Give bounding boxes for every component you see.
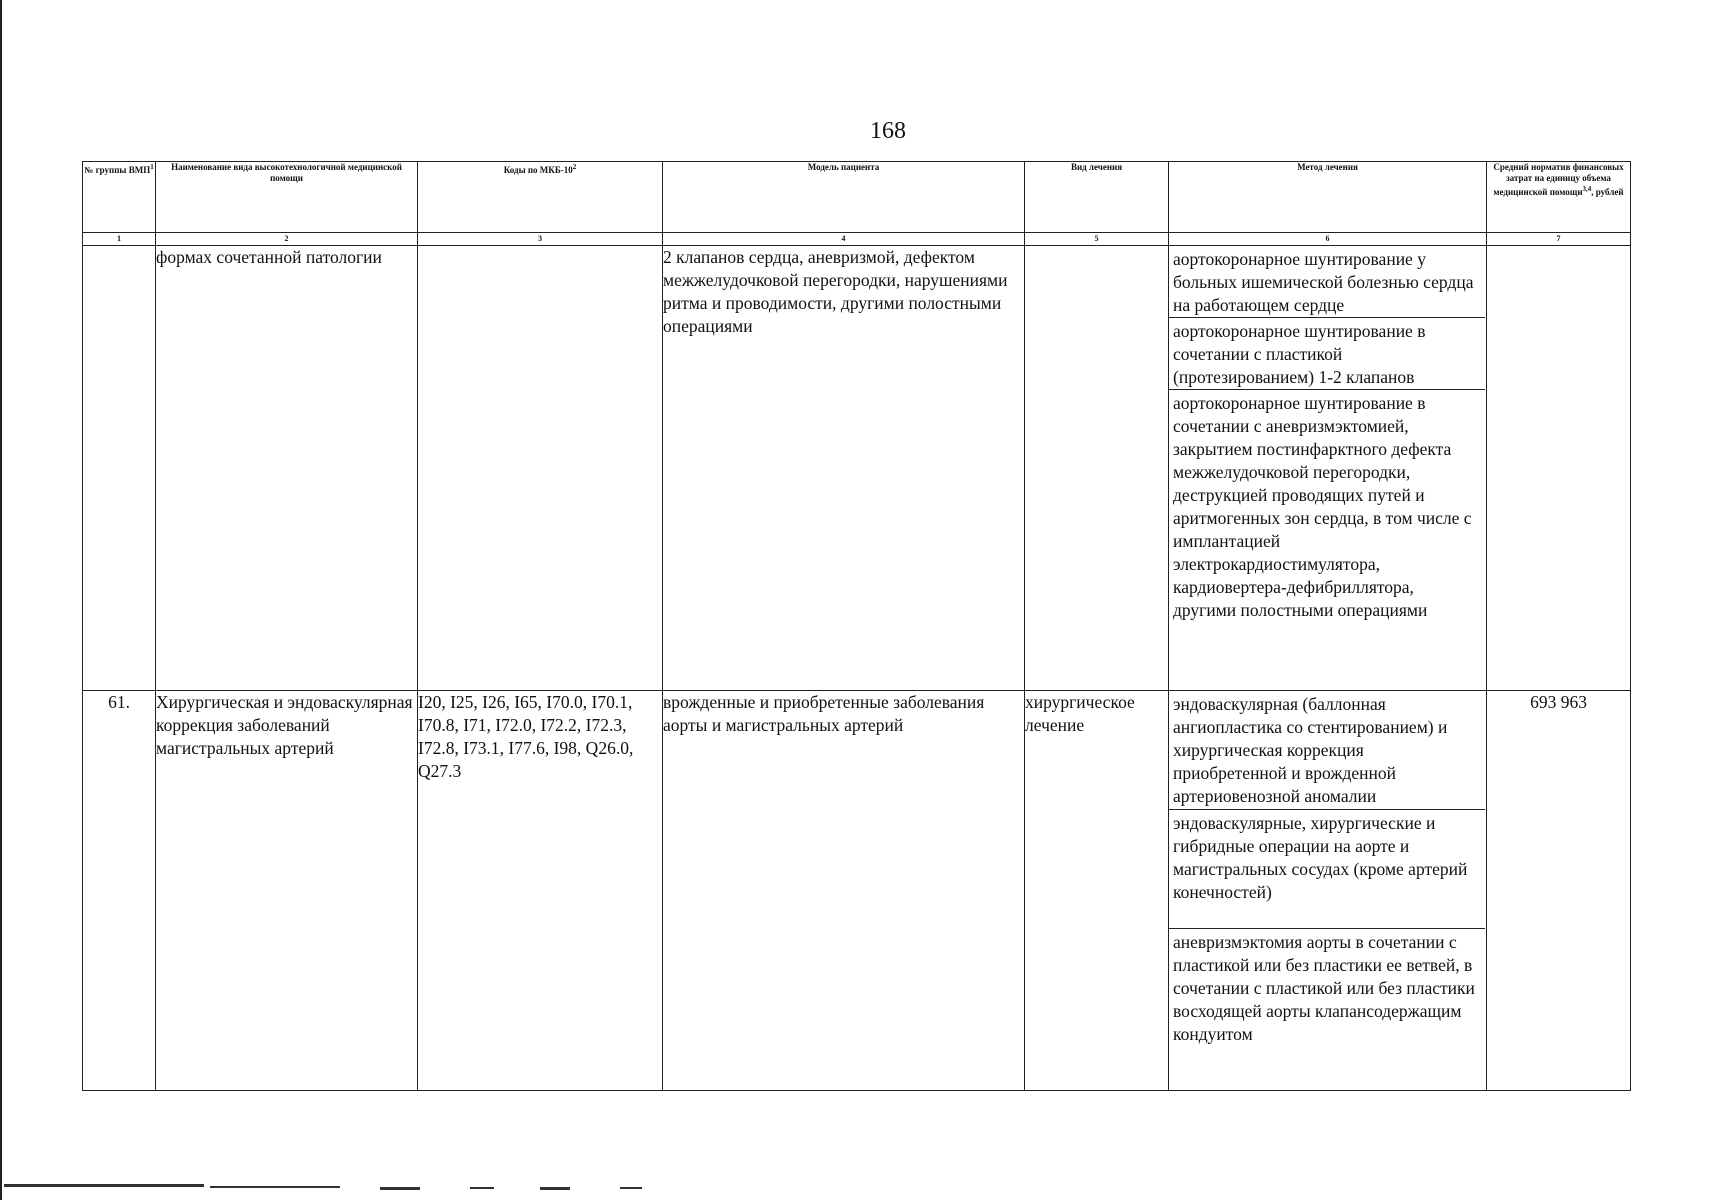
column-number: 5 <box>1025 233 1169 246</box>
vmp-table <box>82 161 1631 1091</box>
page-number: 168 <box>870 118 906 144</box>
patient-model-cell: 2 клапанов сердца, аневризмой, дефектом межжелудочковой перегородки, нарушениями ритма и проводимости, другими полостными операциями <box>663 246 1025 691</box>
header-group-no: № группы ВМП$^1$ <box>83 162 156 233</box>
patient-model-cell: врожденные и приобретенные заболевания аорты и магистральных артерий <box>663 691 1025 1091</box>
header-treatment-type: Вид лечения <box>1025 162 1169 233</box>
treatment-method: аортокоронарное шунтирование в сочетании с пластикой (протезированием) 1-2 клапанов <box>1169 318 1485 390</box>
care-type-cell: формах сочетанной патологии <box>156 246 418 691</box>
group-number-cell: 61. <box>83 691 156 1091</box>
treatment-method: эндоваскулярная (баллонная ангиопластика со стентированием) и хирургическая коррекция приобретенной и врожденной артериовенозной аномалии <box>1169 691 1485 810</box>
icd-codes-cell: I20, I25, I26, I65, I70.0, I70.1, I70.8, I71, I72.0, I72.2, I72.3, I72.8, I73.1, I77.6, I98, Q26.0, Q27.3 <box>418 691 663 1091</box>
column-number: 4 <box>663 233 1025 246</box>
treatment-type-cell: хирургическое лечение <box>1025 691 1169 1091</box>
treatment-methods-cell <box>1169 246 1487 691</box>
treatment-method: аортокоронарное шунтирование у больных ишемической болезнью сердца на работающем сердце <box>1169 246 1485 318</box>
header-icd-codes: Коды по МКБ-$10^2$ <box>418 162 663 233</box>
header-treatment-method: Метод лечения <box>1169 162 1487 233</box>
cost-cell <box>1487 246 1631 691</box>
column-number: 1 <box>83 233 156 246</box>
treatment-method: аневризмэктомия аорты в сочетании с пластикой или без пластики ее ветвей, в сочетании с пластикой или без пластики восходящей аорты клапансодержащим кондуитом <box>1173 932 1475 1044</box>
treatment-method: эндоваскулярные, хирургические и гибридные операции на аорте и магистральных сосудах (кроме артерий конечностей) <box>1169 810 1485 929</box>
column-number: 3 <box>418 233 663 246</box>
scan-artifact <box>0 1178 740 1200</box>
table-row <box>83 246 1631 691</box>
scan-left-edge <box>0 0 2 1200</box>
column-number: 2 <box>156 233 418 246</box>
header-care-type: Наименование вида высокотехнологичной медицинской помощи <box>156 162 418 233</box>
care-type-cell: Хирургическая и эндоваскулярная коррекция заболеваний магистральных артерий <box>156 691 418 1091</box>
group-number-cell <box>83 246 156 691</box>
header-cost-standard: Средний норматив финансовых затрат на единицу объема медицинской помощи$^{3,4}$, рублей <box>1487 162 1631 233</box>
cost-cell: 693 963 <box>1487 691 1631 1091</box>
table-row <box>83 691 1631 1091</box>
column-number-row <box>83 233 1631 246</box>
column-number: 6 <box>1169 233 1487 246</box>
header-row <box>83 162 1631 233</box>
treatment-type-cell <box>1025 246 1169 691</box>
treatment-methods-cell <box>1169 691 1487 1091</box>
icd-codes-cell <box>418 246 663 691</box>
treatment-method: аортокоронарное шунтирование в сочетании с аневризмэктомией, закрытием постинфарктного дефекта межжелудочковой перегородки, деструкцией проводящих путей и аритмогенных зон сердца, в том числе с имплантацией электрокардиостимулятора, кардиовертера-дефибриллятора, другими полостными операциями <box>1173 393 1472 620</box>
header-patient-model: Модель пациента <box>663 162 1025 233</box>
column-number: 7 <box>1487 233 1631 246</box>
